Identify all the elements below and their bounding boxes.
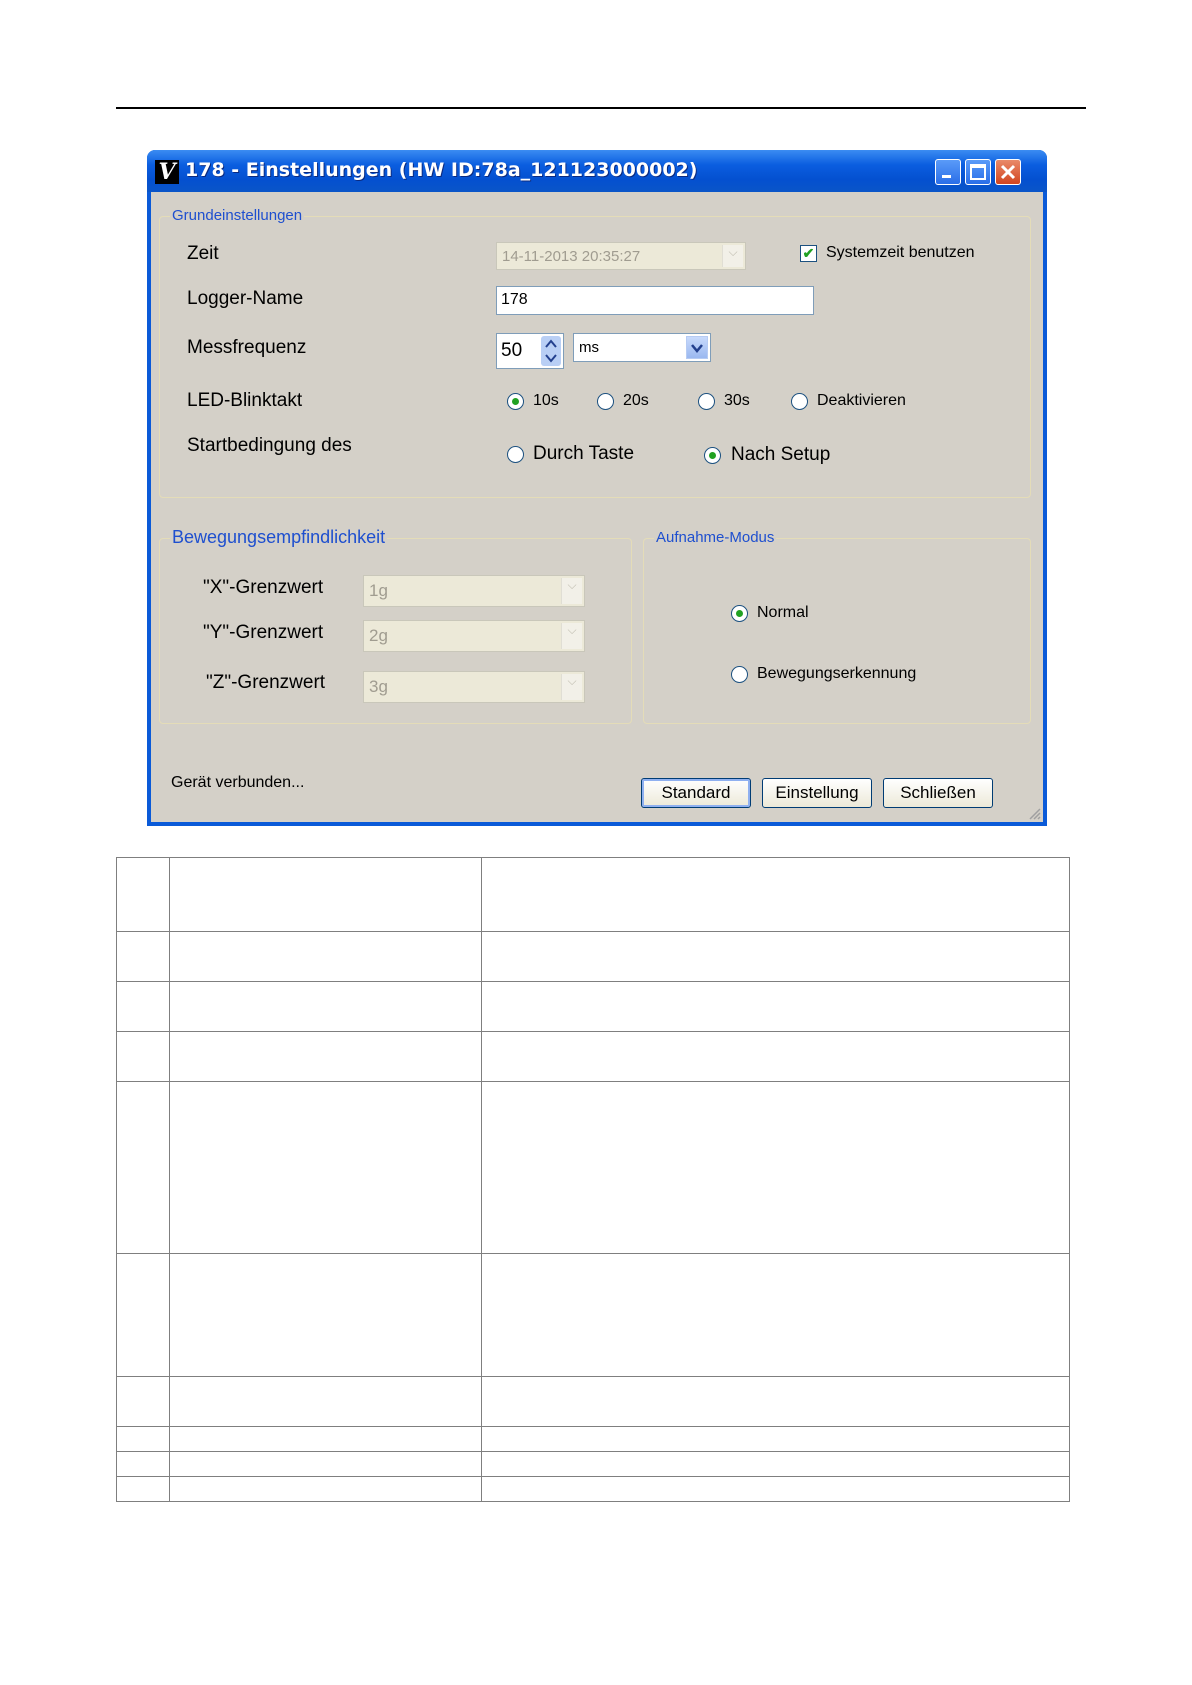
measure-frequency-label: Messfrequenz bbox=[187, 337, 307, 358]
close-dialog-button[interactable]: Schließen bbox=[883, 778, 993, 808]
page-header-rule bbox=[116, 107, 1086, 109]
table-row bbox=[117, 858, 1070, 932]
apply-settings-button[interactable]: Einstellung bbox=[762, 778, 872, 808]
table-cell bbox=[169, 1082, 481, 1254]
logger-name-value: 178 bbox=[501, 291, 528, 308]
table-cell bbox=[169, 1254, 481, 1377]
close-button[interactable] bbox=[995, 159, 1021, 185]
time-label: Zeit bbox=[187, 243, 219, 264]
table-row bbox=[117, 1254, 1070, 1377]
led-blink-label: LED-Blinktakt bbox=[187, 390, 303, 411]
basic-settings-legend: Grundeinstellungen bbox=[172, 207, 303, 224]
chevron-down-icon[interactable] bbox=[686, 336, 708, 359]
standard-button[interactable]: Standard bbox=[641, 778, 751, 808]
recording-mode-group bbox=[643, 529, 1031, 724]
table-row bbox=[117, 1377, 1070, 1427]
table-cell bbox=[481, 1254, 1069, 1377]
measure-frequency-stepper[interactable] bbox=[496, 333, 564, 369]
table-cell bbox=[117, 1377, 170, 1427]
mode-normal-radio[interactable] bbox=[731, 605, 748, 622]
led-10s-radio[interactable] bbox=[507, 393, 524, 410]
x-threshold-value: 1g bbox=[369, 581, 388, 600]
logger-name-label: Logger-Name bbox=[187, 288, 304, 309]
y-threshold-label: "Y"-Grenzwert bbox=[203, 622, 324, 643]
table-cell bbox=[481, 1032, 1069, 1082]
start-by-button-label: Durch Taste bbox=[533, 443, 635, 464]
spin-arrows-icon[interactable] bbox=[541, 336, 561, 366]
table-cell bbox=[481, 982, 1069, 1032]
led-20s-radio[interactable] bbox=[597, 393, 614, 410]
table-cell bbox=[117, 1082, 170, 1254]
chevron-down-icon: ⌵ bbox=[561, 623, 582, 649]
table-row bbox=[117, 1032, 1070, 1082]
table-row bbox=[117, 1082, 1070, 1254]
maximize-icon bbox=[966, 160, 990, 184]
table-row bbox=[117, 1427, 1070, 1452]
recording-mode-legend: Aufnahme-Modus bbox=[656, 529, 775, 546]
table-cell bbox=[481, 932, 1069, 982]
y-threshold-combo bbox=[363, 620, 585, 652]
table-cell bbox=[169, 858, 481, 932]
time-value: 14-11-2013 20:35:27 bbox=[502, 248, 641, 265]
table-row bbox=[117, 932, 1070, 982]
table-cell bbox=[169, 1427, 481, 1452]
start-by-button-radio[interactable] bbox=[507, 446, 524, 463]
mode-motion-label: Bewegungserkennung bbox=[757, 665, 917, 682]
table-cell bbox=[169, 1452, 481, 1477]
table-cell bbox=[169, 1377, 481, 1427]
window-title: 178 - Einstellungen (HW ID:78a_121123000002) bbox=[185, 159, 698, 181]
z-threshold-label: "Z"-Grenzwert bbox=[206, 672, 326, 693]
table-cell bbox=[117, 932, 170, 982]
mode-motion-radio[interactable] bbox=[731, 666, 748, 683]
table-cell bbox=[481, 1477, 1069, 1502]
x-threshold-combo bbox=[363, 575, 585, 607]
table-cell bbox=[117, 1254, 170, 1377]
measure-frequency-value: 50 bbox=[501, 340, 523, 361]
app-logo-icon: V bbox=[155, 160, 179, 184]
table-cell bbox=[169, 1477, 481, 1502]
description-table bbox=[116, 857, 1070, 1502]
chevron-down-icon: ⌵ bbox=[722, 245, 743, 267]
connection-status: Gerät verbunden... bbox=[171, 774, 305, 791]
close-icon bbox=[996, 160, 1020, 184]
z-threshold-value: 3g bbox=[369, 677, 388, 696]
led-disable-radio[interactable] bbox=[791, 393, 808, 410]
table-cell bbox=[481, 1082, 1069, 1254]
table-row bbox=[117, 982, 1070, 1032]
resize-grip-icon[interactable] bbox=[1027, 806, 1041, 820]
table-cell bbox=[169, 932, 481, 982]
system-time-label: Systemzeit benutzen bbox=[826, 244, 975, 261]
time-combo bbox=[496, 242, 746, 270]
table-cell bbox=[117, 1477, 170, 1502]
table-cell bbox=[117, 1032, 170, 1082]
motion-sensitivity-legend: Bewegungsempfindlichkeit bbox=[172, 527, 386, 547]
table-cell bbox=[169, 1032, 481, 1082]
minimize-button[interactable] bbox=[935, 159, 961, 185]
x-threshold-label: "X"-Grenzwert bbox=[203, 577, 324, 598]
table-cell bbox=[481, 858, 1069, 932]
chevron-down-icon: ⌵ bbox=[561, 578, 582, 604]
led-disable-label: Deaktivieren bbox=[817, 392, 906, 409]
led-30s-label: 30s bbox=[724, 392, 750, 409]
led-30s-radio[interactable] bbox=[698, 393, 715, 410]
led-20s-label: 20s bbox=[623, 392, 649, 409]
start-after-setup-label: Nach Setup bbox=[731, 444, 831, 465]
settings-window bbox=[147, 150, 1047, 826]
table-row bbox=[117, 1477, 1070, 1502]
table-cell bbox=[117, 1427, 170, 1452]
table-cell bbox=[117, 982, 170, 1032]
chevron-down-icon: ⌵ bbox=[561, 674, 582, 700]
title-bar[interactable] bbox=[147, 150, 1047, 192]
mode-normal-label: Normal bbox=[757, 604, 809, 621]
table-row bbox=[117, 1452, 1070, 1477]
y-threshold-value: 2g bbox=[369, 626, 388, 645]
maximize-button[interactable] bbox=[965, 159, 991, 185]
table-cell bbox=[117, 858, 170, 932]
z-threshold-combo bbox=[363, 671, 585, 703]
table-cell bbox=[481, 1377, 1069, 1427]
dialog-body bbox=[151, 192, 1043, 822]
frequency-unit-value: ms bbox=[579, 339, 599, 356]
table-cell bbox=[481, 1427, 1069, 1452]
minimize-icon bbox=[936, 160, 960, 184]
start-condition-label: Startbedingung des bbox=[187, 435, 352, 456]
logger-name-input[interactable] bbox=[496, 286, 814, 315]
start-after-setup-radio[interactable] bbox=[704, 447, 721, 464]
frequency-unit-select[interactable] bbox=[573, 333, 711, 362]
table-cell bbox=[481, 1452, 1069, 1477]
led-10s-label: 10s bbox=[533, 392, 559, 409]
table-cell bbox=[117, 1452, 170, 1477]
table-cell bbox=[169, 982, 481, 1032]
system-time-checkbox[interactable]: ✔ bbox=[800, 245, 817, 262]
